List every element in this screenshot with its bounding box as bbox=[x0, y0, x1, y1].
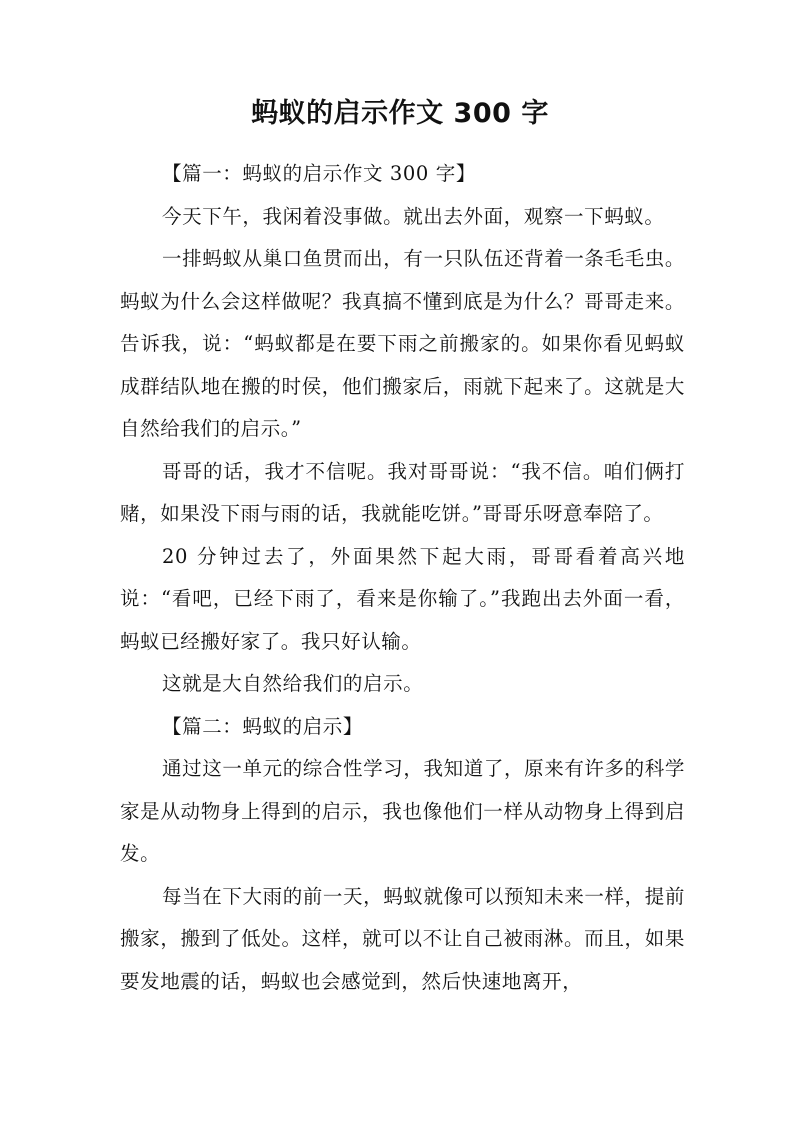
document-title: 蚂蚁的启示作文 300 字 bbox=[251, 98, 549, 129]
paragraph: 一排蚂蚁从巢口鱼贯而出，有一只队伍还背着一条毛毛虫。蚂蚁为什么会这样做呢？我真搞不懂到底是为什么？哥哥走来。告诉我，说：“蚂蚁都是在要下雨之前搬家的。如果你看见蚂蚁成群结队地在搬的时侯，他们搬家后，雨就下起来了。这就是大自然给我们的启示。” bbox=[120, 247, 685, 440]
section-heading-1: 【篇一：蚂蚁的启示作文 300 字】 bbox=[162, 162, 476, 185]
paragraph: 这就是大自然给我们的启示。 bbox=[162, 672, 424, 695]
paragraph: 通过这一单元的综合性学习，我知道了，原来有许多的科学家是从动物身上得到的启示，我也像他们一样从动物身上得到启发。 bbox=[120, 757, 685, 865]
document-body bbox=[120, 153, 685, 1003]
paragraph: 20 分钟过去了，外面果然下起大雨，哥哥看着高兴地说：“看吧，已经下雨了，看来是你输了。”我跑出去外面一看，蚂蚁已经搬好家了。我只好认输。 bbox=[120, 544, 685, 653]
paragraph: 每当在下大雨的前一天，蚂蚁就像可以预知未来一样，提前搬家，搬到了低处。这样，就可以不让自己被雨淋。而且，如果要发地震的话，蚂蚁也会感觉到，然后快速地离开， bbox=[120, 884, 685, 993]
section-heading-2: 【篇二：蚂蚁的启示】 bbox=[162, 714, 364, 738]
paragraph: 哥哥的话，我才不信呢。我对哥哥说：“我不信。咱们俩打赌，如果没下雨与雨的话，我就能吃饼。”哥哥乐呀意奉陪了。 bbox=[120, 459, 685, 525]
paragraph: 今天下午，我闲着没事做。就出去外面，观察一下蚂蚁。 bbox=[162, 204, 665, 228]
